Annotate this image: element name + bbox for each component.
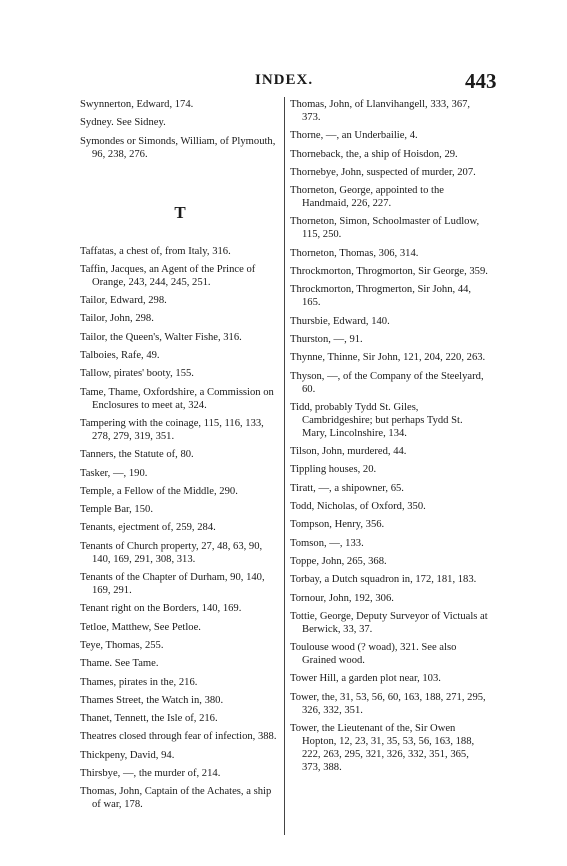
index-entry: Thynne, Thinne, Sir John, 121, 204, 220, 263.: [290, 352, 486, 364]
index-entry: Tenants of Church property, 27, 48, 63, 90, 140, 169, 291, 308, 313.: [80, 540, 263, 565]
index-entry: Tailor, the Queen's, Walter Fishe, 316.: [80, 331, 242, 343]
index-entry: Thorneton, George, appointed to the Handmaid, 226, 227.: [290, 185, 444, 210]
index-entry: Tasker, —, 190.: [80, 467, 148, 479]
index-entry: Thursbie, Edward, 140.: [290, 315, 390, 327]
index-entry: Thyson, —, of the Company of the Steelyard, 60.: [290, 370, 484, 395]
index-entry: Temple Bar, 150.: [80, 504, 153, 516]
running-header: INDEX.: [255, 72, 314, 88]
index-entry: Teye, Thomas, 255.: [80, 639, 164, 651]
index-entry: Tiratt, —, a shipowner, 65.: [290, 482, 404, 494]
index-entry: Throckmorton, Throgmerton, Sir John, 44, 165.: [290, 284, 472, 309]
index-entry: Tower Hill, a garden plot near, 103.: [290, 673, 441, 685]
index-entry: Taffatas, a chest of, from Italy, 316.: [80, 245, 231, 257]
index-entry: Tanners, the Statute of, 80.: [80, 449, 194, 461]
index-entry: Temple, a Fellow of the Middle, 290.: [80, 485, 238, 497]
index-entry: Thorne, —, an Underbailie, 4.: [290, 130, 418, 142]
index-entry: Thames, pirates in the, 216.: [80, 676, 198, 688]
index-entry: Tailor, John, 298.: [80, 313, 154, 325]
index-entry: Tomson, —, 133.: [290, 537, 364, 549]
index-entry: Tetloe, Matthew, See Petloe.: [80, 621, 201, 633]
index-entry: Thorneback, the, a ship of Hoisdon, 29.: [290, 148, 458, 160]
left-entries-after: [80, 245, 280, 812]
index-entry: Thanet, Tennett, the Isle of, 216.: [80, 713, 218, 725]
index-entry: Tottie, George, Deputy Surveyor of Victuals at Berwick, 33, 37.: [290, 610, 488, 635]
column-divider: [284, 97, 285, 835]
index-entry: Thickpeny, David, 94.: [80, 749, 175, 761]
right-entries: [290, 98, 490, 774]
index-entry: Toulouse wood (? woad), 321. See also Grained wood.: [290, 642, 457, 667]
index-entry: Tower, the, 31, 53, 56, 60, 163, 188, 271, 295, 326, 332, 351.: [290, 691, 486, 716]
index-entry: Tower, the Lieutenant of the, Sir Owen Hopton, 12, 23, 31, 35, 53, 56, 163, 188, 222, 263, 295, 321, 326, 332, 351, 365, 373, 388.: [290, 723, 475, 774]
index-entry: Tornour, John, 192, 306.: [290, 592, 394, 604]
index-entry: Thorneton, Thomas, 306, 314.: [290, 247, 419, 259]
index-entry: Thames Street, the Watch in, 380.: [80, 694, 224, 706]
index-entry: Tampering with the coinage, 115, 116, 133, 278, 279, 319, 351.: [80, 417, 264, 442]
index-entry: Tenant right on the Borders, 140, 169.: [80, 603, 242, 615]
index-entry: Tenants, ejectment of, 259, 284.: [80, 522, 216, 534]
index-entry: Talboies, Rafe, 49.: [80, 350, 160, 362]
index-entry: Tame, Thame, Oxfordshire, a Commission on Enclosures to meet at, 324.: [80, 386, 274, 411]
index-entry: Thomas, John, of Llanvihangell, 333, 367, 373.: [290, 99, 471, 123]
index-entry: Taffin, Jacques, an Agent of the Prince of Orange, 243, 244, 245, 251.: [80, 263, 256, 288]
index-entry: Swynnerton, Edward, 174.: [80, 99, 194, 110]
index-entry: Thomas, John, Captain of the Achates, a ship of war, 178.: [80, 786, 272, 811]
page-number: 443: [465, 69, 497, 93]
index-entry: Tenants of the Chapter of Durham, 90, 140, 169, 291.: [80, 572, 265, 597]
index-entry: Sydney. See Sidney.: [80, 117, 166, 129]
index-entry: Theatres closed through fear of infection, 388.: [80, 731, 277, 743]
index-entry: Thurston, —, 91.: [290, 333, 363, 345]
index-entry: Thornebye, John, suspected of murder, 207.: [290, 166, 476, 178]
right-column: [290, 98, 490, 779]
index-entry: Thirsbye, —, the murder of, 214.: [80, 768, 221, 780]
index-entry: Tailor, Edward, 298.: [80, 295, 167, 307]
index-entry: Tippling houses, 20.: [290, 464, 377, 476]
index-entry: Torbay, a Dutch squadron in, 172, 181, 183.: [290, 574, 477, 586]
index-entry: Todd, Nicholas, of Oxford, 350.: [290, 501, 426, 513]
left-column: [80, 98, 280, 817]
index-entry: Tompson, Henry, 356.: [290, 519, 385, 531]
index-entry: Toppe, John, 265, 368.: [290, 555, 387, 567]
index-entry: Thorneton, Simon, Schoolmaster of Ludlow, 115, 250.: [290, 216, 480, 241]
index-entry: Tilson, John, murdered, 44.: [290, 446, 407, 458]
left-entries-before: [80, 98, 280, 161]
index-entry: Tidd, probably Tydd St. Giles, Cambridgeshire; but perhaps Tydd St. Mary, Lincolnshire, 134.: [290, 401, 463, 439]
index-entry: Tallow, pirates' booty, 155.: [80, 368, 194, 380]
index-entry: Throckmorton, Throgmorton, Sir George, 359.: [290, 266, 488, 278]
index-entry: Thame. See Tame.: [80, 658, 159, 670]
index-entry: Symondes or Simonds, William, of Plymouth, 96, 238, 276.: [80, 135, 276, 160]
section-letter: T: [174, 202, 186, 222]
